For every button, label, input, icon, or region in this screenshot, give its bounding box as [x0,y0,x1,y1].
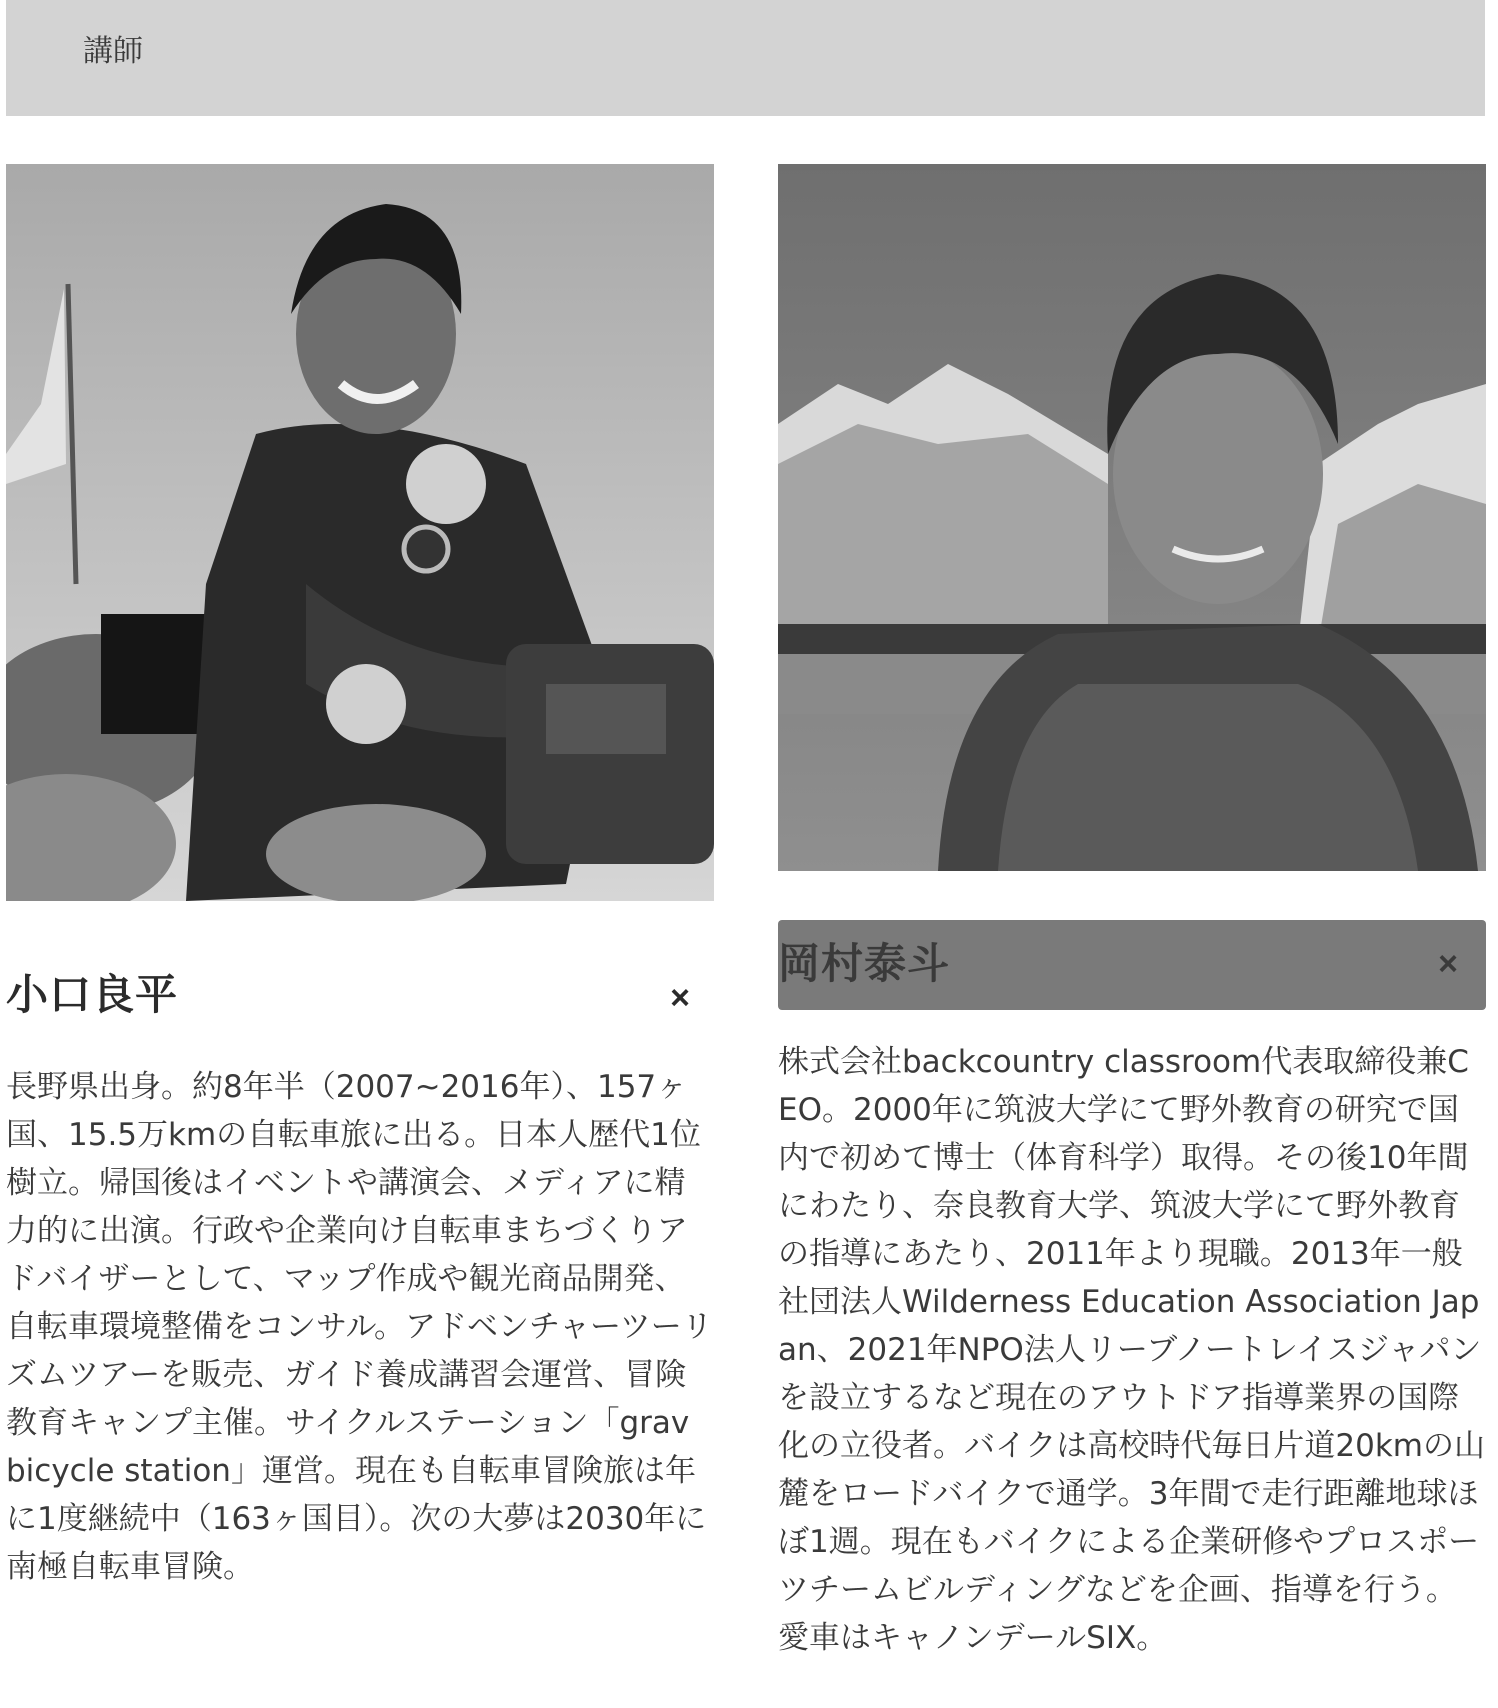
instructor-card [6,164,714,1591]
close-icon[interactable]: × [1428,944,1468,984]
instructor-photo [778,164,1486,871]
instructor-bio: 長野県出身。約8年半（2007~2016年）、157ヶ国、15.5万kmの自転車旅に出る。日本人歴代1位樹立。帰国後はイベントや講演会、メディアに精力的に出演。行政や企業向け自転車まちづくりアドバイザーとして、マップ作成や観光商品開発、自転車環境整備をコンサル。アドベンチャーツーリズムツアーを販売、ガイド養成講習会運営、冒険教育キャンプ主催。サイクルステーション「grav bicycle station」運営。現在も自転車冒険旅は年に1度継続中（163ヶ国目）。次の大夢は2030年に南極自転車冒険。 [6,1069,713,1585]
instructor-bio: 株式会社backcountry classroom代表取締役兼CEO。2000年に筑波大学にて野外教育の研究で国内で初めて博士（体育科学）取得。その後10年間にわたり、奈良教育大学、筑波大学にて野外教育の指導にあたり、2011年より現職。2013年一般社団法人Wilderness Education Association Japan、2021年NPO法人リーブノートレイスジャパンを設立するなど現在のアウトドア指導業界の国際化の立役者。バイクは高校時代毎日片道20kmの山麓をロードバイクで通学。3年間で走行距離地球ほぼ1週。現在もバイクによる企業研修やプロスポーツチームビルディングなどを企画、指導を行う。愛車はキャノンデールSIX。 [778,1044,1485,1656]
instructor-name: 小口良平 [6,970,179,1019]
instructor-name: 岡村泰斗 [778,939,951,988]
section-header [6,0,1485,116]
section-title: 講師 [83,34,143,69]
instructor-name-row[interactable] [778,920,1486,1010]
instructor-card [778,164,1486,1662]
instructor-name-row[interactable] [6,949,714,1039]
close-icon[interactable]: × [660,978,700,1018]
instructor-photo [6,164,714,901]
